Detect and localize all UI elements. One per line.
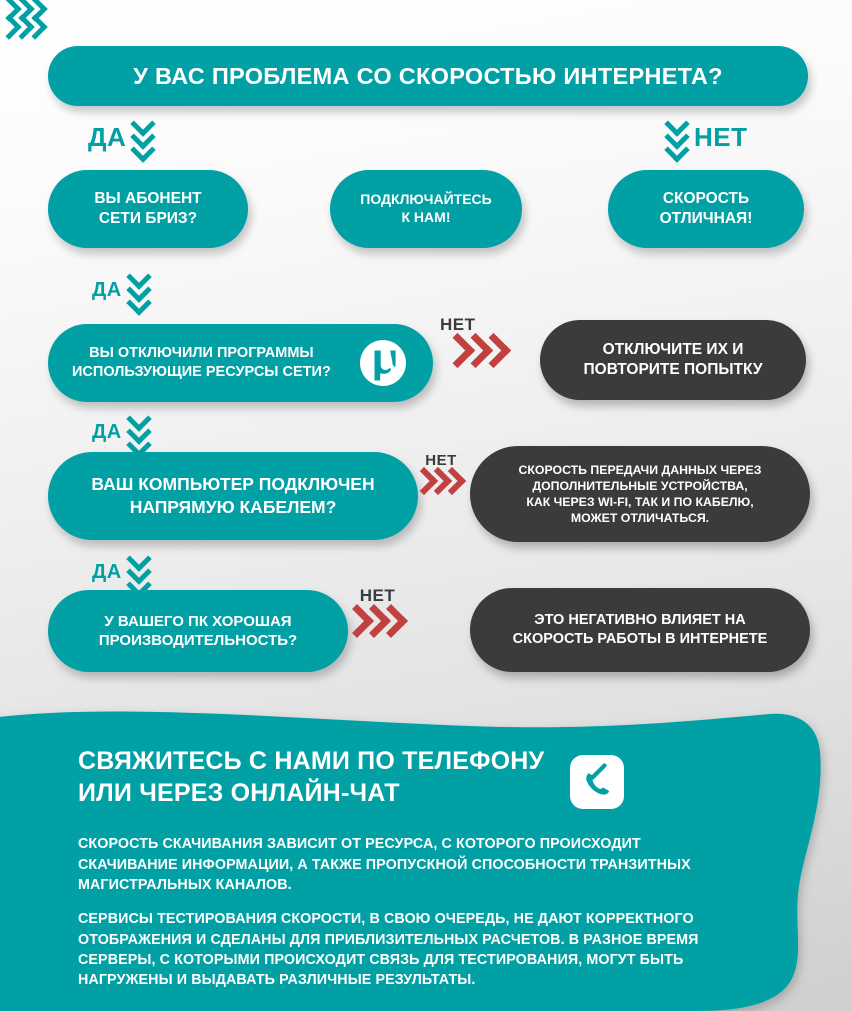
contact-heading-line-1: СВЯЖИТЕСЬ С НАМИ ПО ТЕЛЕФОНУ (78, 747, 545, 775)
chevron-right-icon (0, 18, 852, 36)
branch-label-no-1 (668, 115, 748, 159)
question-box-network-programs (48, 324, 433, 402)
answer-line-4: МОЖЕТ ОТЛИЧАТЬСЯ. (570, 511, 710, 526)
disclaimer-paragraph-2: СЕРВИСЫ ТЕСТИРОВАНИЯ СКОРОСТИ, В СВОЮ ОЧЕРЕДЬ, НЕ ДАЮТ КОРРЕКТНОГО ОТОБРАЖЕНИЯ И СДЕЛАНЫ ДЛЯ ПРИБЛИЗИТЕЛЬНЫХ РАСЧЕТОВ. В РАЗНОЕ ВРЕМЯ СЕРВЕРЫ, С КОТОРЫМИ ПРОИСХОДИТ СВЯЗЬ ДЛЯ ТЕСТИРОВАНИЯ, МОГУТ БЫТЬ НАГРУЖЕНЫ И ВЫДАВАТЬ РАЗЛИЧНЫЕ РЕЗУЛЬТАТЫ. (78, 911, 699, 989)
chevron-down-icon (130, 410, 148, 454)
question-line-2: НАПРЯМУЮ КАБЕЛЕМ? (129, 497, 337, 517)
chevron-down-icon (130, 268, 148, 312)
answer-line-1: ОТКЛЮЧИТЕ ИХ И (602, 340, 744, 358)
answer-line-3: КАК ЧЕРЕЗ WI-FI, ТАК И ПО КАБЕЛЮ, (526, 495, 754, 509)
chevron-down-icon (130, 550, 148, 594)
utorrent-icon (357, 337, 409, 389)
answer-box-speed-great (608, 170, 804, 248)
no-text: НЕТ (440, 315, 476, 334)
answer-line-2: К НАМ! (401, 209, 451, 225)
branch-label-yes-1 (88, 115, 152, 159)
question-line-1: ВЫ АБОНЕНТ (94, 190, 202, 208)
answer-line-1: ПОДКЛЮЧАЙТЕСЬ (360, 191, 492, 208)
branch-label-no-4 (352, 586, 403, 633)
answer-line-2: ПОВТОРИТЕ ПОПЫТКУ (583, 361, 763, 378)
yes-text: ДА (92, 278, 122, 301)
branch-label-yes-3 (92, 410, 148, 454)
chevron-right-icon (352, 609, 403, 633)
no-text: НЕТ (694, 121, 748, 152)
branch-label-no-3 (420, 452, 462, 491)
answer-box-negative-impact (470, 588, 810, 672)
yes-text: ДА (92, 420, 122, 443)
answer-box-wifi-note (470, 446, 810, 542)
chevron-down-icon (668, 115, 686, 159)
answer-line-2: ОТЛИЧНАЯ! (659, 210, 753, 227)
chevron-right-icon (420, 471, 462, 491)
branch-label-no-2 (440, 315, 506, 363)
question-box-subscriber (48, 170, 248, 248)
question-line-2: ИСПОЛЬЗУЮЩИЕ РЕСУРСЫ СЕТИ? (72, 364, 331, 380)
question-line-2: ПРОИЗВОДИТЕЛЬНОСТЬ? (98, 632, 298, 649)
yes-text: ДА (88, 121, 127, 152)
question-line-1: У ВАШЕГО ПК ХОРОШАЯ (104, 612, 292, 630)
answer-line-2: СКОРОСТЬ РАБОТЫ В ИНТЕРНЕТЕ (512, 631, 768, 647)
disclaimer-paragraph-1: СКОРОСТЬ СКАЧИВАНИЯ ЗАВИСИТ ОТ РЕСУРСА, С КОТОРОГО ПРОИСХОДИТ СКАЧИВАНИЕ ИНФОРМАЦИИ, А ТАКЖЕ ПРОПУСКНОЙ СПОСОБНОСТИ ТРАНЗИТНЫХ МАГИСТРАЛЬНЫХ КАНАЛОВ. (78, 836, 691, 893)
no-text: НЕТ (359, 586, 396, 605)
answer-line-1: СКОРОСТЬ (662, 190, 750, 208)
answer-box-disable-programs (540, 320, 806, 400)
question-line-2: СЕТИ БРИЗ? (98, 210, 198, 227)
question-box-pc-performance (48, 590, 348, 672)
branch-label-yes-4 (92, 550, 148, 594)
chevron-down-icon (134, 115, 152, 159)
answer-line-1: СКОРОСТЬ ПЕРЕДАЧИ ДАННЫХ ЧЕРЕЗ (518, 462, 762, 477)
chevron-right-icon (452, 338, 506, 363)
contact-panel (0, 690, 852, 1011)
yes-text: ДА (92, 560, 122, 583)
answer-line-2: ДОПОЛНИТЕЛЬНЫЕ УСТРОЙСТВА, (532, 478, 748, 493)
branch-label-yes-2 (92, 268, 148, 312)
page-title: У ВАС ПРОБЛЕМА СО СКОРОСТЬЮ ИНТЕРНЕТА? (133, 62, 723, 89)
contact-heading-line-2: ИЛИ ЧЕРЕЗ ОНЛАЙН-ЧАТ (78, 778, 400, 807)
header-banner (48, 46, 808, 106)
question-line-1: ВАШ КОМПЬЮТЕР ПОДКЛЮЧЕН (91, 474, 375, 495)
chevron-right-icon (0, 0, 852, 18)
contact-heading (78, 746, 578, 809)
answer-box-join-us (330, 170, 522, 248)
no-text: НЕТ (425, 452, 457, 469)
question-box-direct-cable (48, 452, 418, 540)
question-line-1: ВЫ ОТКЛЮЧИЛИ ПРОГРАММЫ (89, 345, 314, 362)
phone-icon[interactable] (570, 755, 624, 809)
answer-line-1: ЭТО НЕГАТИВНО ВЛИЯЕТ НА (534, 611, 746, 628)
